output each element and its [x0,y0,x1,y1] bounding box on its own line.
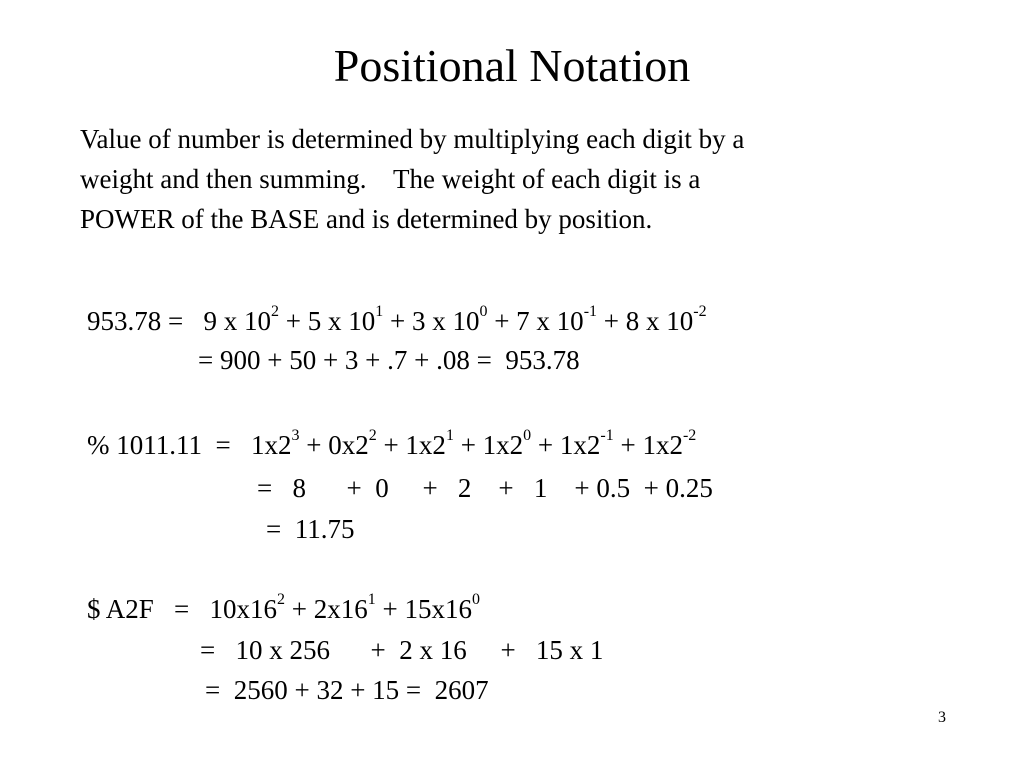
decimal-exponent: -1 [583,303,598,320]
hex-term-text: + 15x16 [375,594,472,624]
decimal-exponent: 0 [479,303,488,320]
binary-exponent: 0 [523,427,532,444]
hex-result-line: = 2560 + 32 + 15 = 2607 [205,675,489,705]
hex-expansion-line [87,591,480,627]
decimal-term-text: 953.78 = 9 x 10 [87,306,271,336]
hex-exponent: 1 [367,591,376,608]
binary-term-text: % 1011.11 = 1x2 [87,430,292,460]
decimal-exponent: 1 [375,303,384,320]
binary-term-text: + 0x2 [299,430,369,460]
decimal-term-text: + 5 x 10 [278,306,376,336]
decimal-term-text: + 8 x 10 [597,306,694,336]
hex-term-text: + 2x16 [285,594,368,624]
slide-title: Positional Notation [333,40,691,91]
binary-exponent: 3 [291,427,300,444]
page-number: 3 [938,709,946,726]
binary-values-line: = 8 + 0 + 2 + 1 + 0.5 + 0.25 [257,473,713,503]
decimal-term-text: + 7 x 10 [487,306,584,336]
binary-term-text: + 1x2 [376,430,446,460]
decimal-sum-line: = 900 + 50 + 3 + .7 + .08 = 953.78 [198,345,580,375]
binary-exponent: -2 [682,427,697,444]
decimal-expansion-line [87,303,707,339]
intro-paragraph [80,119,960,239]
intro-line-3: POWER of the BASE and is determined by position. [80,204,653,234]
decimal-exponent: -2 [693,303,707,320]
hex-term-text: $ A2F = 10x16 [87,594,278,624]
hex-exponent: 2 [277,591,286,608]
binary-exponent: 1 [445,427,454,444]
hex-products-line: = 10 x 256 + 2 x 16 + 15 x 1 [200,635,604,665]
decimal-term-text: + 3 x 10 [383,306,480,336]
binary-result-line: = 11.75 [266,514,355,544]
intro-line-1: Value of number is determined by multiplying each digit by a [80,124,745,154]
binary-term-text: + 1x2 [613,430,683,460]
decimal-exponent: 2 [270,303,279,320]
binary-exponent: 2 [368,427,377,444]
binary-term-text: + 1x2 [453,430,524,460]
intro-line-2: weight and then summing. The weight of each digit is a [80,164,701,194]
binary-expansion-line [87,427,696,463]
binary-term-text: + 1x2 [531,430,601,460]
binary-exponent: -1 [600,427,614,444]
hex-exponent: 0 [471,591,480,608]
